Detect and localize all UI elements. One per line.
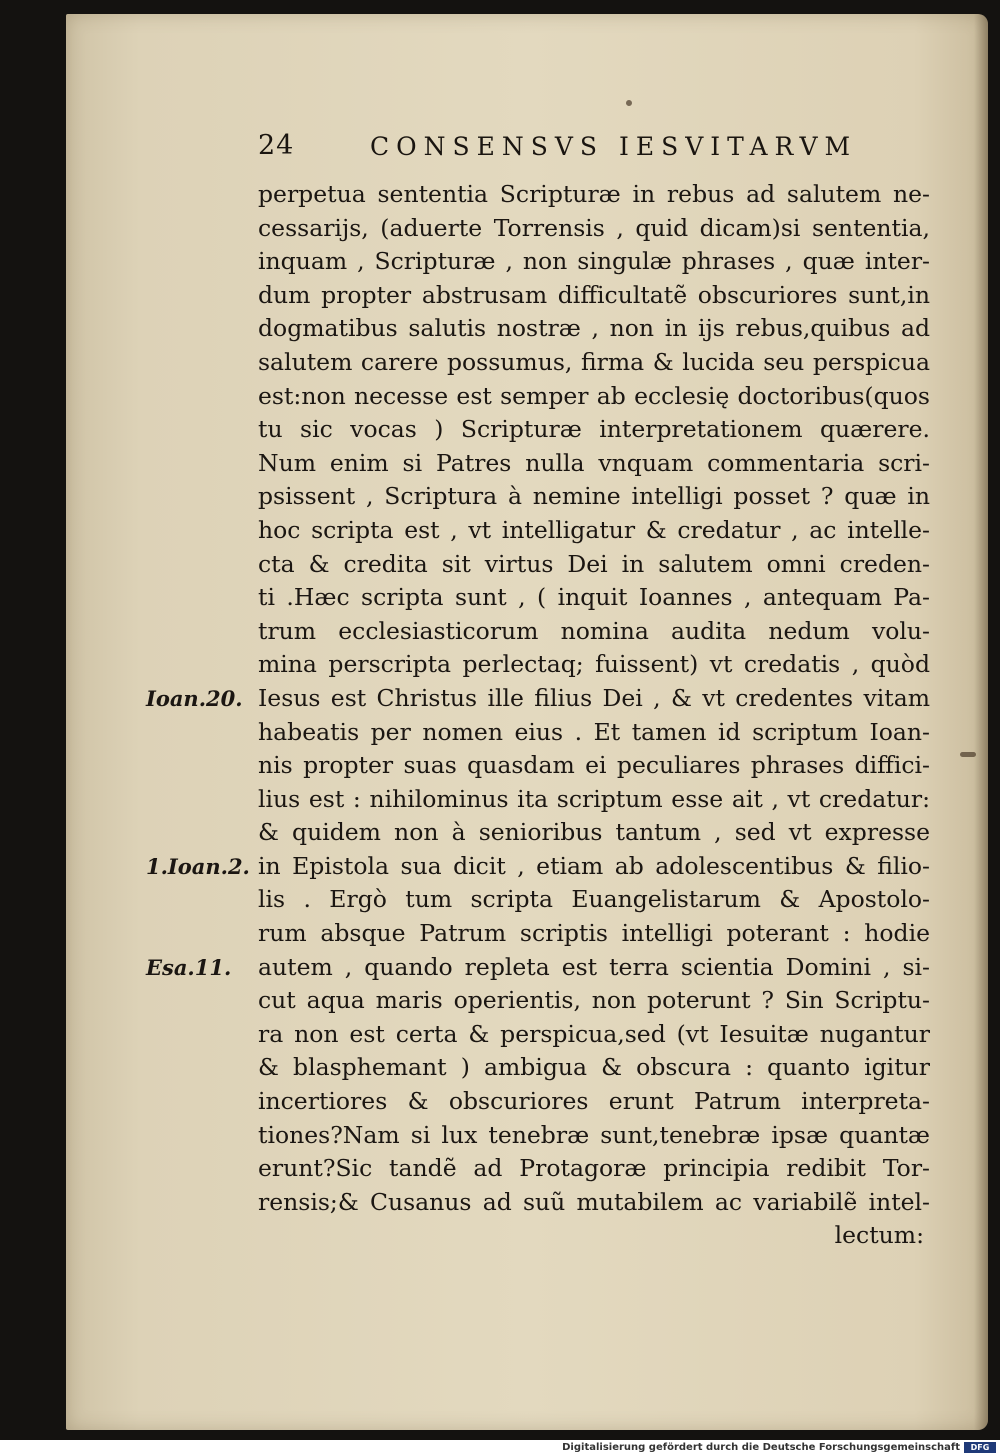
- catchword: lectum:: [834, 1221, 924, 1250]
- text-line: lius est : nihilominus ita scriptum esse ait , vt credatur:: [258, 784, 930, 813]
- text-line: tu sic vocas ) Scripturæ interpretationem quærere.: [258, 415, 930, 444]
- footer-credit: Digitalisierung gefördert durch die Deutsche Forschungsgemeinschaft: [562, 1442, 960, 1453]
- text-line: erunt?Sic tandẽ ad Protagoræ principia redibit Tor-: [258, 1154, 930, 1183]
- text-line: inquam , Scripturæ , non singulæ phrases , quæ inter-: [258, 247, 930, 276]
- text-line: dogmatibus salutis nostræ , non in ijs rebus,quibus ad: [258, 314, 930, 343]
- ink-speck: [625, 99, 633, 107]
- margin-note: Esa.11.: [146, 954, 232, 980]
- running-title: CONSENSVS IESVITARVM: [370, 132, 858, 161]
- text-line: rensis;& Cusanus ad suũ mutabilem ac variabilẽ intel-: [258, 1187, 930, 1216]
- text-line: lis . Ergò tum scripta Euangelistarum & Apostolo-: [258, 885, 930, 914]
- text-line: perpetua sententia Scripturæ in rebus ad salutem ne-: [258, 180, 930, 208]
- text-line: mina perscripta perlectaq; fuissent) vt credatis , quòd: [258, 650, 930, 679]
- text-line: cessarijs, (aduerte Torrensis , quid dicam)si sententia,: [258, 213, 930, 242]
- text-line: tiones?Nam si lux tenebræ sunt,tenebræ ipsæ quantæ: [258, 1120, 930, 1149]
- text-line: Iesus est Christus ille filius Dei , & vt credentes vitam: [258, 683, 930, 712]
- text-line: cut aqua maris operientis, non poterunt ? Sin Scriptu-: [258, 986, 930, 1015]
- text-line: ra non est certa & perspicua,sed (vt Iesuitæ nugantur: [258, 1019, 930, 1048]
- page-blemish: [960, 752, 976, 757]
- text-line: & blasphemant ) ambigua & obscura : quanto igitur: [258, 1053, 930, 1082]
- margin-note: 1.Ioan.2.: [146, 854, 250, 879]
- text-line: autem , quando repleta est terra scientia Domini , si-: [258, 952, 930, 981]
- text-line: psissent , Scriptura à nemine intelligi posset ? quæ in: [258, 482, 930, 511]
- text-line: in Epistola sua dicit , etiam ab adolescentibus & filio-: [258, 851, 930, 880]
- text-line: rum absque Patrum scriptis intelligi poterant : hodie: [258, 919, 930, 948]
- text-line: ti .Hæc scripta sunt , ( inquit Ioannes , antequam Pa-: [258, 583, 930, 612]
- text-line: Num enim si Patres nulla vnquam commentaria scri-: [258, 448, 930, 477]
- footer-bar: [0, 1440, 1000, 1455]
- dfg-logo: DFG: [964, 1442, 996, 1453]
- text-line: cta & credita sit virtus Dei in salutem omni creden-: [258, 549, 930, 578]
- page-number: 24: [258, 130, 295, 161]
- text-line: est:non necesse est semper ab ecclesię doctoribus(quos: [258, 381, 930, 410]
- text-line: dum propter abstrusam difficultatẽ obscuriores sunt,in: [258, 280, 930, 309]
- text-line: & quidem non à senioribus tantum , sed vt expresse: [258, 818, 930, 847]
- body-text: [258, 178, 930, 1253]
- text-line: salutem carere possumus, firma & lucida seu perspicua: [258, 347, 930, 376]
- running-head: [258, 130, 858, 170]
- text-line: trum ecclesiasticorum nomina audita nedum volu-: [258, 616, 930, 645]
- text-line: hoc scripta est , vt intelligatur & credatur , ac intelle-: [258, 515, 930, 544]
- text-line: incertiores & obscuriores erunt Patrum interpreta-: [258, 1087, 930, 1116]
- text-line: nis propter suas quasdam ei peculiares phrases diffici-: [258, 751, 930, 780]
- margin-note: Ioan.20.: [146, 686, 243, 711]
- text-line: habeatis per nomen eius . Et tamen id scriptum Ioan-: [258, 717, 930, 746]
